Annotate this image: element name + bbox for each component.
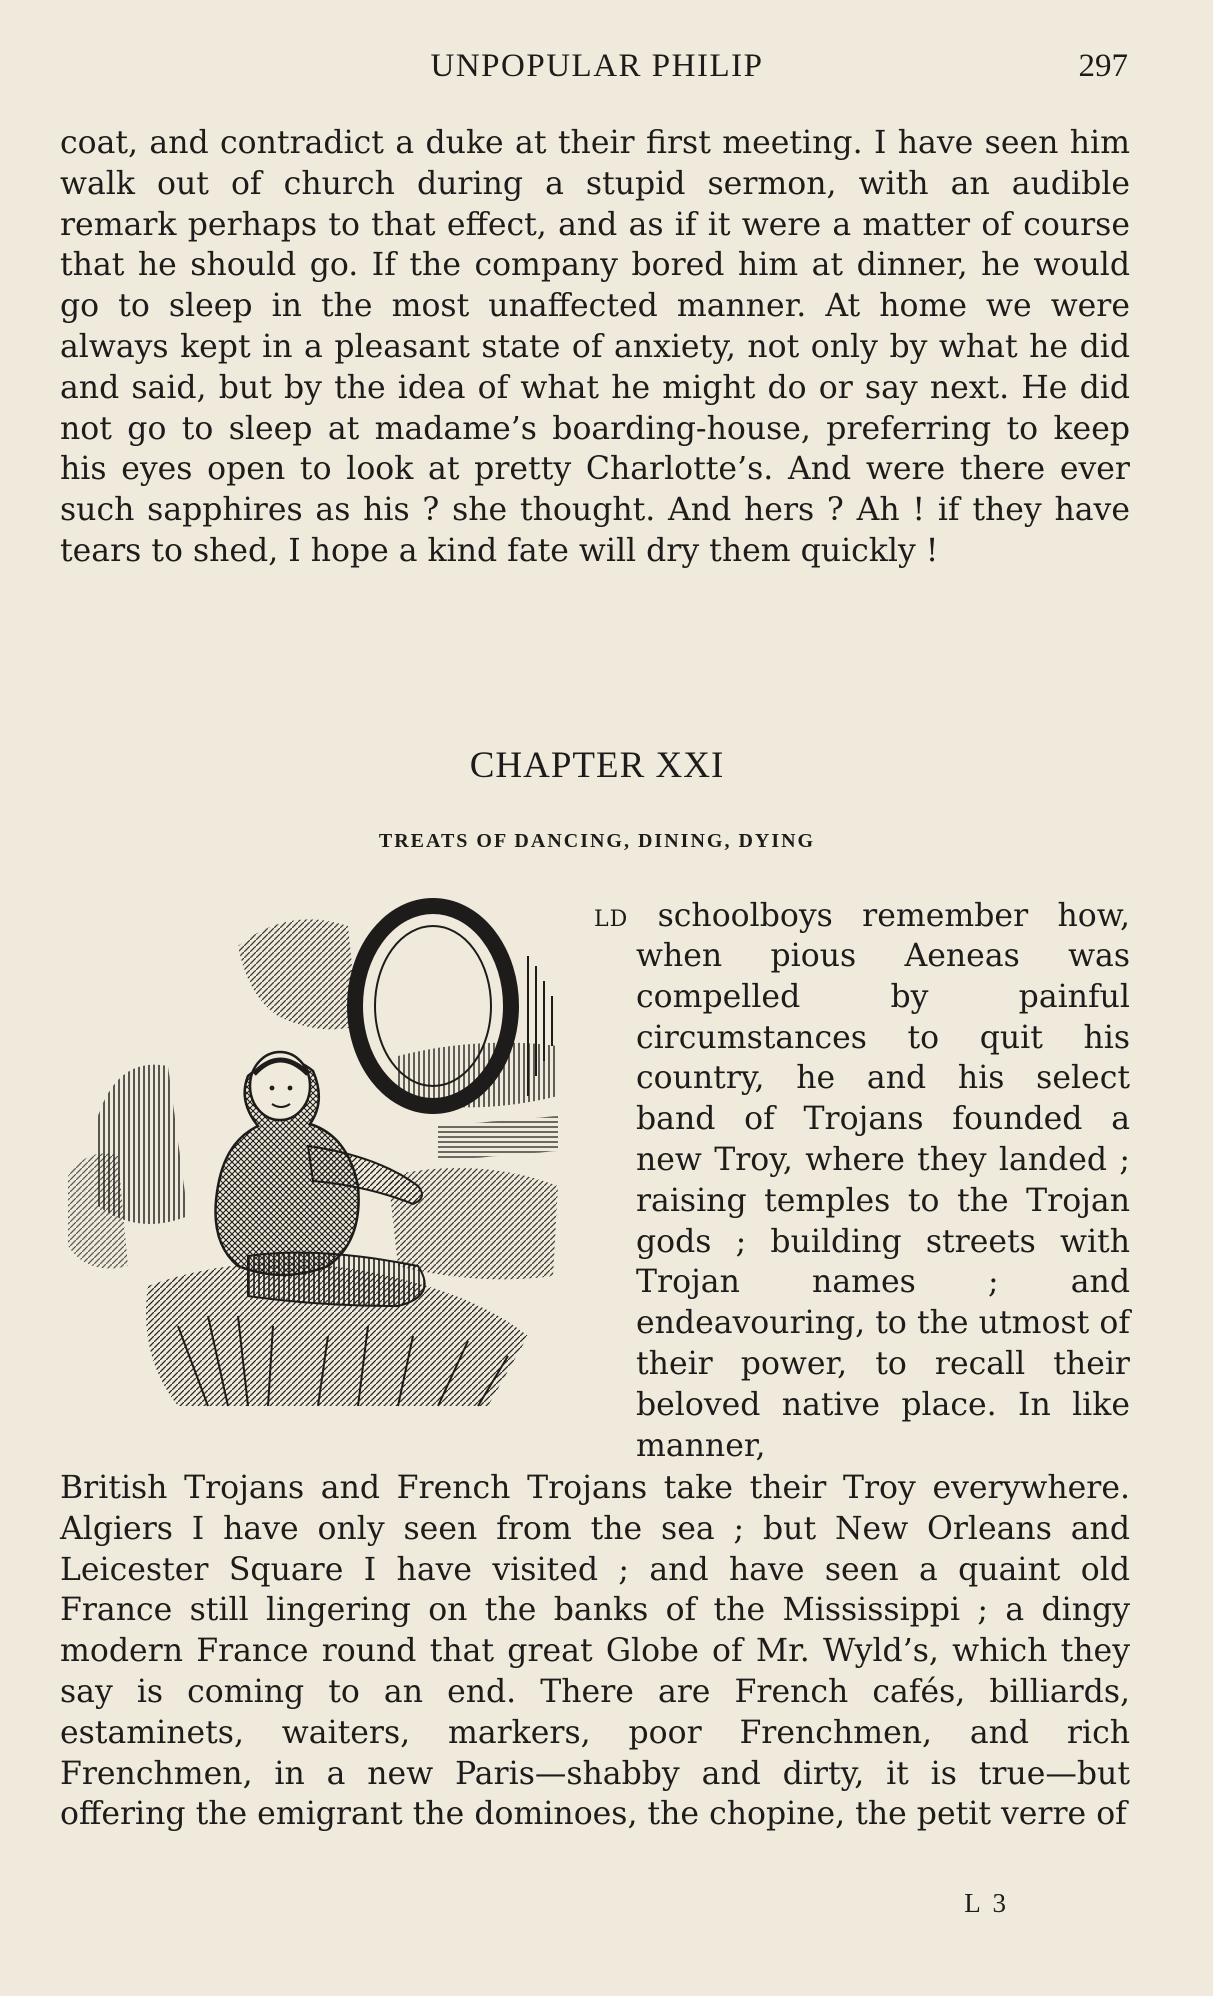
running-head (60, 46, 1134, 94)
paragraph-top: coat, and contradict a duke at their first meeting. I have seen him walk out of church during a stupid sermon, with an audible remark perhaps to that effect, and as if it were a matter of course that he should go. If the company bored him at dinner, he would go to sleep in the most unaffected manner. At home we were always kept in a pleasant state of anxiety, not only by what he did and said, but by the idea of what he might do or say next. He did not go to sleep at madame’s boarding-house, preferring to keep his eyes open to look at pretty Charlotte’s. And were there ever such sapphires as his ? she thought. And hers ? Ah ! if they have tears to shed, I hope a kind fate will dry them quickly ! (60, 125, 1130, 569)
chapter-heading: CHAPTER XXI (469, 745, 725, 786)
drop-line (594, 896, 1130, 941)
wrap-column: when pious Aeneas was compelled by painful circumstances to quit his country, he and his select band of Trojans founded a new Troy, where they landed ; raising temples to the Trojan gods ; building streets with Trojan names ; and endeavouring, to the utmost of their power, to recall their beloved native place. In like manner, (636, 938, 1130, 1464)
page-number: 297 (1078, 48, 1128, 84)
paragraph-bottom: British Trojans and French Trojans take their Troy everywhere. Algiers I have only seen from the sea ; but New Orleans and Leicester Square I have visited ; and have seen a quaint old France still lingering on the banks of the Mississippi ; a dingy modern France round that great Globe of Mr. Wyld’s, which they say is coming to an end. There are French cafés, billiards, estaminets, waiters, markers, poor Frenchmen, and rich Frenchmen, in a new Paris—shabby and dirty, it is true—but offering the emigrant the dominoes, the chopine, the petit verre of (60, 1470, 1130, 1833)
illustrated-initial-drawing (58, 886, 584, 1416)
signature-mark: L 3 (964, 1888, 1009, 1918)
initial-small-caps: LD (594, 907, 629, 932)
running-title: UNPOPULAR PHILIP (430, 48, 764, 84)
first-line-rest: schoolboys remember how, (628, 898, 1130, 934)
chapter-subtitle: TREATS OF DANCING, DINING, DYING (378, 830, 816, 852)
illustrated-initial (58, 886, 584, 1416)
